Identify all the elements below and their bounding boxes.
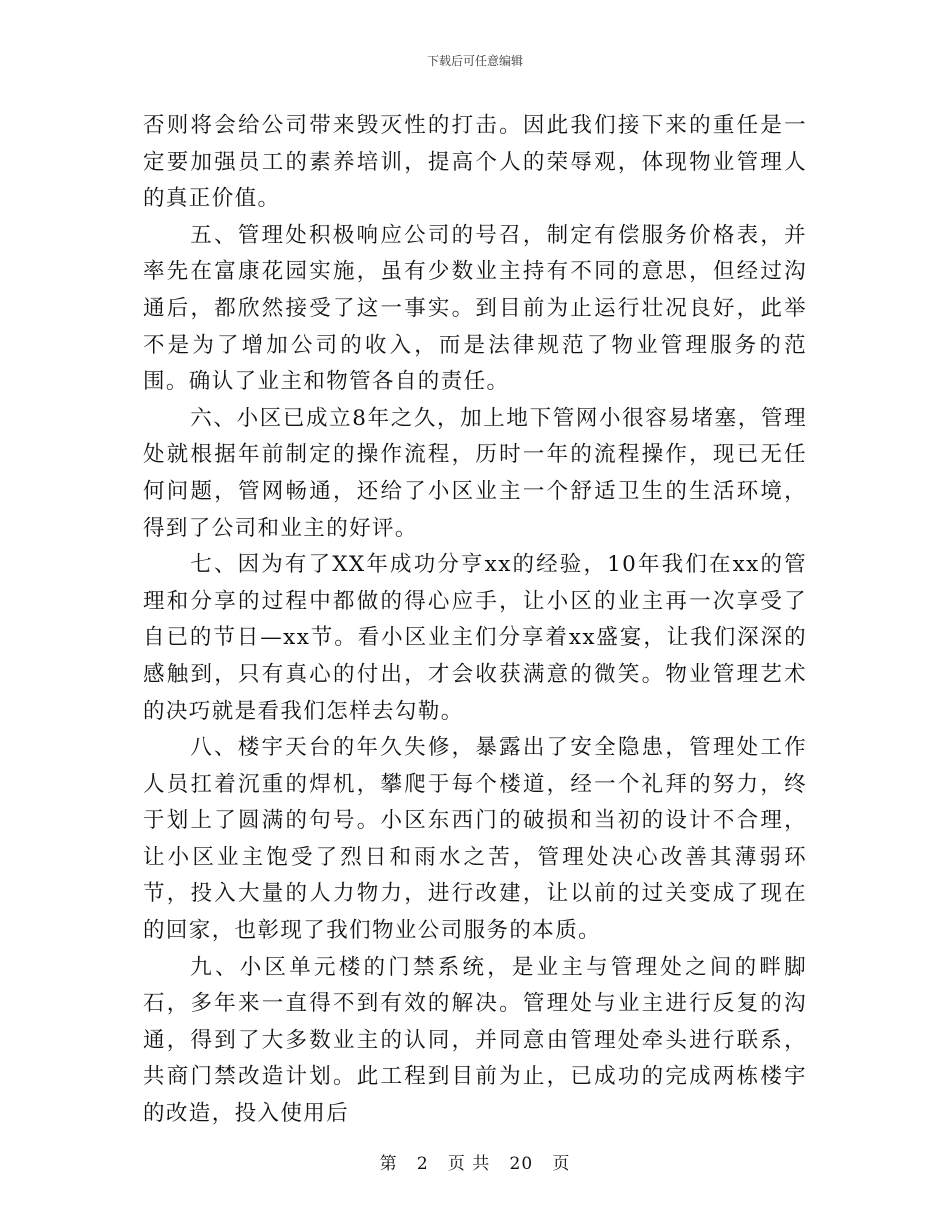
paragraph-item-8: 八、楼宇天台的年久失修，暴露出了安全隐患，管理处工作人员扛着沉重的焊机，攀爬于每个楼道，经一个礼拜的努力，终于划上了圆满的句号。小区东西门的破损和当初的设计不合理，让小区业主饱受了烈日和雨水之苦，管理处决心改善其薄弱环节，投入大量的人力物力，进行改建，让以前的过关变成了现在的回家，也彰现了我们物业公司服务的本质。 bbox=[143, 735, 807, 944]
paragraph-item-9: 九、小区单元楼的门禁系统，是业主与管理处之间的畔脚石，多年来一直得不到有效的解决。管理处与业主进行反复的沟通，得到了大多数业主的认同，并同意由管理处牵头进行联系，共商门禁改造计划。此工程到目前为止，已成功的完成两栋楼宇的改造，投入使用后 bbox=[143, 954, 807, 1127]
paragraph-item-6: 六、小区已成立8年之久，加上地下管网小很容易堵塞，管理处就根据年前制定的操作流程，历时一年的流程操作，现已无任何问题，管网畅通，还给了小区业主一个舒适卫生的生活环境，得到了公司和业主的好评。 bbox=[143, 405, 807, 541]
document-body bbox=[143, 108, 807, 1133]
footer-current-page: 2 bbox=[416, 1154, 429, 1174]
paragraph-item-5: 五、管理处积极响应公司的号召，制定有偿服务价格表，并率先在富康花园实施，虽有少数业主持有不同的意思，但经过沟通后，都欣然接受了这一事实。到目前为止运行壮况良好，此举不是为了增加公司的收入，而是法律规范了物业管理服务的范围。确认了业主和物管各自的责任。 bbox=[143, 222, 807, 395]
header-text: 下载后可任意编辑 bbox=[426, 54, 523, 68]
page-footer bbox=[0, 1153, 950, 1175]
page-header bbox=[0, 53, 950, 69]
footer-total-pages: 20 bbox=[509, 1154, 534, 1174]
paragraph-item-7: 七、因为有了XX年成功分亨xx的经验，10年我们在xx的管理和分享的过程中都做的得心应手，让小区的业主再一次享受了自已的节日—xx节。看小区业主们分享着xx盛宴，让我们深深的感触到，只有真心的付出，才会收获满意的微笑。物业管理艺术的决巧就是看我们怎样去勾勒。 bbox=[143, 552, 807, 724]
footer-suffix: 页 bbox=[552, 1154, 571, 1174]
footer-middle: 页 共 bbox=[447, 1154, 491, 1174]
paragraph-continuation: 否则将会给公司带来毁灭性的打击。因此我们接下来的重任是一定要加强员工的素养培训，提高个人的荣辱观，体现物业管理人的真正价值。 bbox=[143, 113, 807, 212]
footer-prefix: 第 bbox=[379, 1154, 398, 1174]
